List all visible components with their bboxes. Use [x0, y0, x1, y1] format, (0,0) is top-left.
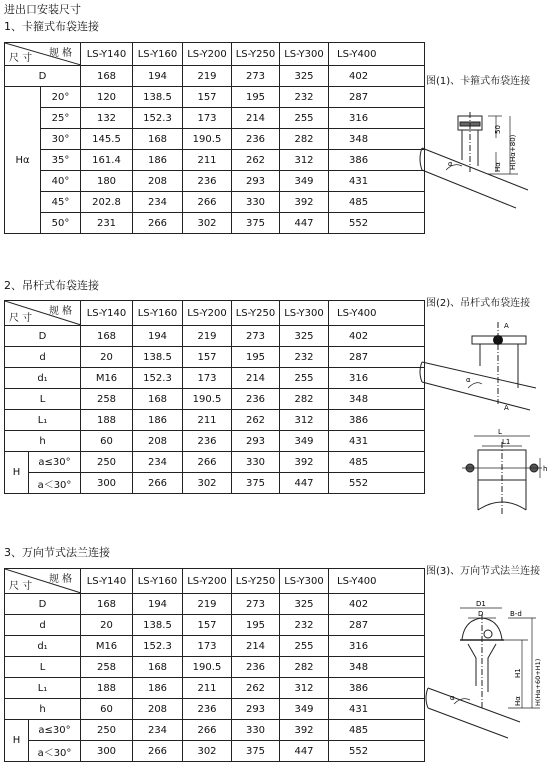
column-header: LS-Y400: [329, 301, 425, 326]
cell: 60: [81, 431, 133, 452]
cell: 255: [280, 368, 329, 389]
cell: 255: [280, 108, 329, 129]
cell: 232: [280, 615, 329, 636]
cell: 211: [183, 150, 232, 171]
cell: 325: [280, 326, 329, 347]
table-corner-header: [5, 43, 81, 66]
cell: 386: [329, 150, 425, 171]
cell: 214: [232, 636, 280, 657]
cell: 266: [183, 452, 232, 473]
angle-label: 40°: [41, 171, 81, 192]
cell: 316: [329, 108, 425, 129]
cell: 190.5: [183, 129, 232, 150]
cell: 168: [81, 594, 133, 615]
cell: 273: [232, 594, 280, 615]
cell: 232: [280, 87, 329, 108]
cell: 302: [183, 741, 232, 762]
row-label: D: [5, 594, 81, 615]
row-label: d: [5, 347, 81, 368]
table-row: [5, 473, 425, 494]
cell: 195: [232, 615, 280, 636]
cell: 287: [329, 615, 425, 636]
cell: 250: [81, 452, 133, 473]
fig3-label-bd: B-d: [510, 610, 522, 618]
table-row: [5, 87, 425, 108]
column-header: LS-Y160: [133, 301, 183, 326]
table-row: [5, 431, 425, 452]
cell: 447: [280, 473, 329, 494]
cell: 120: [81, 87, 133, 108]
angle-label: 45°: [41, 192, 81, 213]
cell: 20: [81, 347, 133, 368]
cell: 208: [133, 699, 183, 720]
column-header: LS-Y140: [81, 301, 133, 326]
section3-title: 3、万向节式法兰连接: [4, 546, 110, 559]
table-row: [5, 720, 425, 741]
condition-label: a＜30°: [29, 473, 81, 494]
cell: 302: [183, 473, 232, 494]
cell: 447: [280, 741, 329, 762]
cell: M16: [81, 368, 133, 389]
cell: 349: [280, 171, 329, 192]
table-row: [5, 129, 425, 150]
fig3-label-h1: H1: [514, 668, 522, 678]
cell: 282: [280, 129, 329, 150]
cell: 447: [280, 213, 329, 234]
cell: 258: [81, 389, 133, 410]
header-size-label: 尺 寸: [9, 53, 33, 64]
cell: 152.3: [133, 108, 183, 129]
cell: 194: [133, 326, 183, 347]
cell: 485: [329, 452, 425, 473]
column-header: LS-Y250: [232, 301, 280, 326]
cell: 231: [81, 213, 133, 234]
cell: 168: [133, 129, 183, 150]
table-row: [5, 615, 425, 636]
cell: 195: [232, 347, 280, 368]
cell: 348: [329, 129, 425, 150]
cell: 402: [329, 326, 425, 347]
cell: 138.5: [133, 615, 183, 636]
cell: 168: [133, 657, 183, 678]
cell: 232: [280, 347, 329, 368]
figure1-caption: 图(1)、卡箍式布袋连接: [426, 76, 531, 87]
cell: 552: [329, 741, 425, 762]
cell: 552: [329, 213, 425, 234]
fig3-angle: α: [450, 694, 455, 702]
column-header: LS-Y160: [133, 569, 183, 594]
cell: 293: [232, 699, 280, 720]
row-label: d₁: [5, 636, 81, 657]
cell: 287: [329, 347, 425, 368]
cell: 194: [133, 594, 183, 615]
cell: 293: [232, 171, 280, 192]
table-row: [5, 452, 425, 473]
cell: 202.8: [81, 192, 133, 213]
table-row: [5, 389, 425, 410]
table-row: [5, 657, 425, 678]
section1-table: [4, 42, 425, 234]
cell: 236: [232, 657, 280, 678]
cell: 236: [232, 389, 280, 410]
cell: 214: [232, 368, 280, 389]
cell: 208: [133, 431, 183, 452]
cell: 330: [232, 720, 280, 741]
cell: 266: [133, 741, 183, 762]
header-spec-label: 规 格: [48, 574, 72, 585]
angle-label: 50°: [41, 213, 81, 234]
cell: 250: [81, 720, 133, 741]
cell: 325: [280, 594, 329, 615]
cell: 190.5: [183, 389, 232, 410]
figure3-caption: 图(3)、万向节式法兰连接: [426, 566, 541, 577]
cell: 262: [232, 410, 280, 431]
section3-table: [4, 568, 425, 762]
fig2-angle: α: [466, 376, 471, 384]
figure3-drawing: [424, 596, 550, 740]
column-header: LS-Y400: [329, 43, 425, 66]
section2-title: 2、吊杆式布袋连接: [4, 279, 99, 292]
column-header: LS-Y160: [133, 43, 183, 66]
fig3-label-htotal: H(Hα+60+H1): [534, 658, 542, 706]
cell: 386: [329, 410, 425, 431]
cell: 266: [133, 473, 183, 494]
table-row: [5, 66, 425, 87]
fig1-dim-ha: Hα: [494, 162, 502, 172]
cell: 485: [329, 192, 425, 213]
fig3-label-ha: Hα: [514, 696, 522, 706]
cell: 392: [280, 192, 329, 213]
cell: 316: [329, 636, 425, 657]
cell: 186: [133, 410, 183, 431]
table-row: [5, 636, 425, 657]
cell: 431: [329, 431, 425, 452]
cell: 255: [280, 636, 329, 657]
fig2-label-l: L: [498, 428, 502, 436]
cell: 168: [81, 66, 133, 87]
cell: 168: [133, 389, 183, 410]
condition-label: a≤30°: [29, 720, 81, 741]
cell: 402: [329, 66, 425, 87]
fig1-angle: α: [448, 160, 453, 168]
cell: 236: [232, 129, 280, 150]
table-row: [5, 326, 425, 347]
table-row: [5, 171, 425, 192]
cell: 234: [133, 452, 183, 473]
cell: 157: [183, 615, 232, 636]
cell: 214: [232, 108, 280, 129]
cell: 236: [183, 171, 232, 192]
row-label: d₁: [5, 368, 81, 389]
cell: 300: [81, 473, 133, 494]
cell: 194: [133, 66, 183, 87]
angle-label: 25°: [41, 108, 81, 129]
table-row: [5, 213, 425, 234]
column-header: LS-Y300: [280, 569, 329, 594]
table-row: [5, 150, 425, 171]
section2-table: [4, 300, 425, 494]
fig3-label-d: D: [478, 610, 484, 618]
cell: 300: [81, 741, 133, 762]
fig1-dim-total: H(Hα+80): [509, 134, 517, 170]
cell: 234: [133, 192, 183, 213]
figure2-caption: 图(2)、吊杆式布袋连接: [426, 298, 531, 309]
cell: 173: [183, 108, 232, 129]
cell: 316: [329, 368, 425, 389]
cell: 375: [232, 213, 280, 234]
fig3-label-d1: D1: [476, 600, 486, 608]
cell: 188: [81, 678, 133, 699]
figure2-drawing: [418, 318, 550, 518]
cell: 262: [232, 678, 280, 699]
fig2-label-a-bottom: A: [504, 404, 509, 412]
column-header: LS-Y200: [183, 569, 232, 594]
angle-label: 30°: [41, 129, 81, 150]
group-label: H: [5, 452, 29, 494]
cell: 157: [183, 347, 232, 368]
row-label: h: [5, 699, 81, 720]
table-row: [5, 699, 425, 720]
cell: 348: [329, 389, 425, 410]
fig2-label-l1: L1: [502, 438, 511, 446]
cell: 211: [183, 410, 232, 431]
column-header: LS-Y250: [232, 569, 280, 594]
cell: 312: [280, 410, 329, 431]
cell: 236: [183, 431, 232, 452]
cell: 485: [329, 720, 425, 741]
cell: 431: [329, 699, 425, 720]
cell: 186: [133, 678, 183, 699]
cell: 282: [280, 389, 329, 410]
table-row: [5, 192, 425, 213]
cell: 266: [183, 192, 232, 213]
cell: 375: [232, 741, 280, 762]
table-row: [5, 368, 425, 389]
cell: 392: [280, 720, 329, 741]
column-header: LS-Y300: [280, 43, 329, 66]
fig2-label-h: h: [543, 465, 548, 473]
cell: 20: [81, 615, 133, 636]
table-corner-header: [5, 301, 81, 326]
cell: 386: [329, 678, 425, 699]
angle-label: 35°: [41, 150, 81, 171]
cell: 138.5: [133, 87, 183, 108]
cell: 132: [81, 108, 133, 129]
cell: 180: [81, 171, 133, 192]
cell: 302: [183, 213, 232, 234]
figure1-drawing: [418, 108, 548, 213]
row-label: L₁: [5, 678, 81, 699]
cell: 330: [232, 452, 280, 473]
group-label: Hα: [5, 87, 41, 234]
column-header: LS-Y200: [183, 43, 232, 66]
cell: 152.3: [133, 636, 183, 657]
cell: 349: [280, 699, 329, 720]
fig2-label-a-top: A: [504, 322, 509, 330]
cell: 312: [280, 678, 329, 699]
cell: 392: [280, 452, 329, 473]
row-label: D: [5, 66, 81, 87]
column-header: LS-Y140: [81, 43, 133, 66]
row-label: L₁: [5, 410, 81, 431]
section1-title: 1、卡箍式布袋连接: [4, 20, 99, 33]
table-row: [5, 108, 425, 129]
condition-label: a≤30°: [29, 452, 81, 473]
cell: 195: [232, 87, 280, 108]
row-label: L: [5, 657, 81, 678]
group-label: H: [5, 720, 29, 762]
cell: 211: [183, 678, 232, 699]
row-label: h: [5, 431, 81, 452]
cell: 161.4: [81, 150, 133, 171]
cell: 273: [232, 326, 280, 347]
cell: 402: [329, 594, 425, 615]
table-corner-header: [5, 569, 81, 594]
cell: 186: [133, 150, 183, 171]
cell: 152.3: [133, 368, 183, 389]
cell: 258: [81, 657, 133, 678]
cell: 431: [329, 171, 425, 192]
column-header: LS-Y140: [81, 569, 133, 594]
cell: 325: [280, 66, 329, 87]
table-row: [5, 741, 425, 762]
cell: 157: [183, 87, 232, 108]
cell: 348: [329, 657, 425, 678]
angle-label: 20°: [41, 87, 81, 108]
row-label: L: [5, 389, 81, 410]
cell: 173: [183, 636, 232, 657]
cell: 190.5: [183, 657, 232, 678]
cell: 219: [183, 66, 232, 87]
fig1-dim-50: 50: [494, 125, 502, 134]
table-row: [5, 347, 425, 368]
table-row: [5, 678, 425, 699]
cell: 145.5: [81, 129, 133, 150]
header-size-label: 尺 寸: [9, 581, 33, 592]
cell: 262: [232, 150, 280, 171]
cell: 312: [280, 150, 329, 171]
header-spec-label: 规 格: [48, 306, 72, 317]
cell: 60: [81, 699, 133, 720]
cell: 208: [133, 171, 183, 192]
cell: 219: [183, 326, 232, 347]
cell: 234: [133, 720, 183, 741]
cell: 293: [232, 431, 280, 452]
cell: 330: [232, 192, 280, 213]
column-header: LS-Y250: [232, 43, 280, 66]
cell: 173: [183, 368, 232, 389]
cell: 138.5: [133, 347, 183, 368]
column-header: LS-Y300: [280, 301, 329, 326]
cell: 282: [280, 657, 329, 678]
header-size-label: 尺 寸: [9, 313, 33, 324]
row-label: d: [5, 615, 81, 636]
cell: 219: [183, 594, 232, 615]
cell: 266: [183, 720, 232, 741]
page-title: 进出口安装尺寸: [4, 3, 81, 16]
cell: 273: [232, 66, 280, 87]
row-label: D: [5, 326, 81, 347]
table-row: [5, 594, 425, 615]
table-row: [5, 410, 425, 431]
cell: 287: [329, 87, 425, 108]
cell: 552: [329, 473, 425, 494]
cell: 236: [183, 699, 232, 720]
header-spec-label: 规 格: [48, 48, 72, 59]
cell: 168: [81, 326, 133, 347]
cell: M16: [81, 636, 133, 657]
cell: 349: [280, 431, 329, 452]
cell: 375: [232, 473, 280, 494]
cell: 188: [81, 410, 133, 431]
column-header: LS-Y400: [329, 569, 425, 594]
cell: 266: [133, 213, 183, 234]
column-header: LS-Y200: [183, 301, 232, 326]
condition-label: a＜30°: [29, 741, 81, 762]
